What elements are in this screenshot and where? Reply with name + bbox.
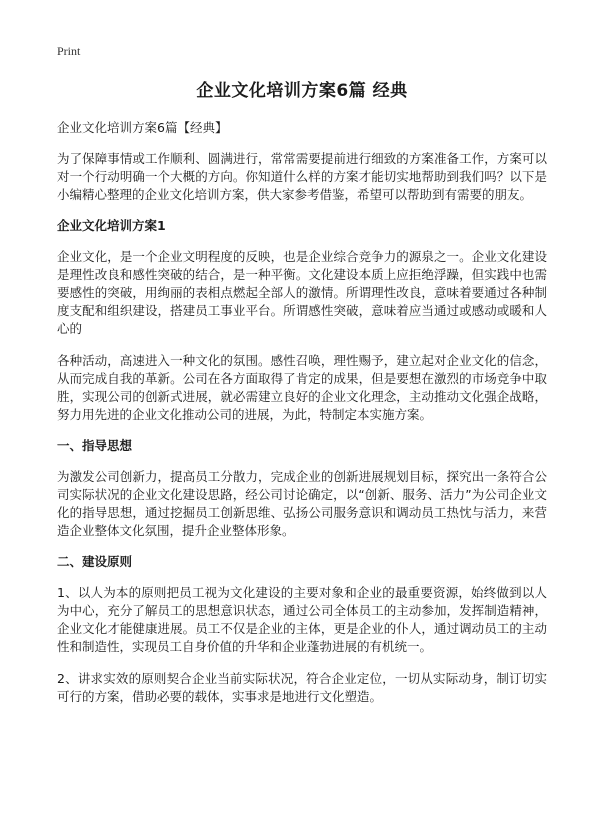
document-subtitle: 企业文化培训方案6篇【经典】: [57, 120, 228, 135]
section-heading-plan1: 企业文化培训方案1: [57, 218, 166, 233]
page-title: 企业文化培训方案6篇 经典: [196, 81, 408, 101]
principle-item-2: 2、讲求实效的原则契合企业当前实际状况，符合企业定位，一切从实际动身，制订切实可行的方案，借助必要的载体，实事求是地进行文化塑造。: [57, 671, 547, 704]
print-label: Print: [57, 44, 81, 58]
principle-item-1: 1、以人为本的原则把员工视为文化建设的主要对象和企业的最重要资源，始终做到以人为中心，充分了解员工的思想意识状态，通过公司全体员工的主动参加，发挥制造精神，企业文化才能健康进展。员工不仅是企业的主体，更是企业的仆人，通过调动员工的主动性和制造性，实现员工自身价值的升华和企业蓬勃进展的有机统一。: [57, 585, 547, 654]
intro-paragraph: 为了保障事情或工作顺利、圆满进行，常常需要提前进行细致的方案准备工作，方案可以对一个行动明确一个大概的方向。你知道什么样的方案才能切实地帮助到我们吗？以下是小编精心整理的企业文化培训方案，供大家参考借鉴，希望可以帮助到有需要的朋友。: [57, 151, 547, 202]
section-heading-principles: 二、建设原则: [57, 554, 133, 569]
plan1-paragraph-2: 各种活动，高速进入一种文化的氛围。感性召唤，理性赐予，建立起对企业文化的信念，从而完成自我的革新。公司在各方面取得了肯定的成果，但是要想在激烈的市场竞争中取胜，实现公司的创新式进展，就必需建立良好的企业文化理念，主动推动文化强企战略，努力用先进的企业文化推动公司的进展，为此，特制定本实施方案。: [57, 353, 547, 422]
document-content: [57, 74, 547, 720]
section-heading-guiding: 一、指导思想: [57, 438, 133, 453]
plan1-paragraph-1: 企业文化，是一个企业文明程度的反映，也是企业综合竞争力的源泉之一。企业文化建设是理性改良和感性突破的结合，是一种平衡。文化建设本质上应拒绝浮躁，但实践中也需要感性的突破，用绚丽的表相点燃起全部人的激情。所谓理性改良，意味着要通过各种制度支配和组织建设，搭建员工事业平台。所谓感性突破，意味着应当通过或感动或暖和人心的: [57, 249, 547, 336]
guiding-paragraph: 为激发公司创新力，提高员工分散力，完成企业的创新进展规划目标，探究出一条符合公司实际状况的企业文化建设思路，经公司讨论确定，以“创新、服务、活力”为公司企业文化的指导思想，通过挖掘员工创新思维、弘扬公司服务意识和调动员工热忱与活力，来营造企业整体文化氛围，提升企业整体形象。: [57, 469, 547, 538]
